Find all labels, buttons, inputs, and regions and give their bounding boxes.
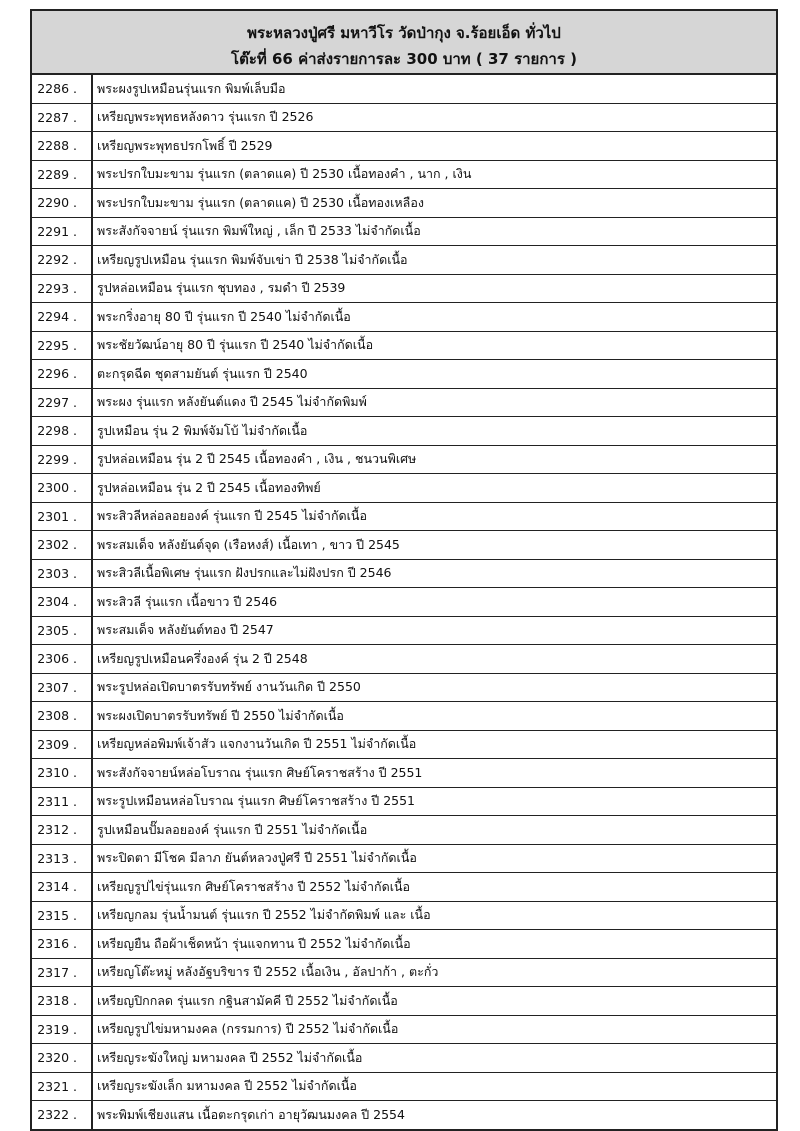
- catalog-sheet: [30, 9, 778, 1131]
- item-number: 2313 .: [32, 844, 92, 873]
- table-row: [32, 160, 776, 189]
- item-description: เหรียญกลม รุ่นน้ำมนต์ รุ่นแรก ปี 2552 ไม่จำกัดพิมพ์ และ เนื้อ: [92, 901, 776, 930]
- item-description: พระผงเปิดบาตรรับทรัพย์ ปี 2550 ไม่จำกัดเนื้อ: [92, 702, 776, 731]
- item-number: 2303 .: [32, 559, 92, 588]
- table-row: [32, 445, 776, 474]
- item-description: พระผง รุ่นแรก หลังยันต์แดง ปี 2545 ไม่จำกัดพิมพ์: [92, 388, 776, 417]
- item-number: 2307 .: [32, 673, 92, 702]
- item-number: 2294 .: [32, 303, 92, 332]
- table-row: [32, 417, 776, 446]
- item-description: พระชัยวัฒน์อายุ 80 ปี รุ่นแรก ปี 2540 ไม่จำกัดเนื้อ: [92, 331, 776, 360]
- table-row: [32, 331, 776, 360]
- item-number: 2309 .: [32, 730, 92, 759]
- item-number: 2317 .: [32, 958, 92, 987]
- item-number: 2295 .: [32, 331, 92, 360]
- item-description: รูปหล่อเหมือน รุ่น 2 ปี 2545 เนื้อทองทิพย์: [92, 474, 776, 503]
- item-description: รูปเหมือนปั๊มลอยองค์ รุ่นแรก ปี 2551 ไม่จำกัดเนื้อ: [92, 816, 776, 845]
- item-description: เหรียญยืน ถือผ้าเช็ดหน้า รุ่นแจกทาน ปี 2552 ไม่จำกัดเนื้อ: [92, 930, 776, 959]
- item-number: 2318 .: [32, 987, 92, 1016]
- item-description: พระสมเด็จ หลังยันต์จุด (เรือหงส์) เนื้อเทา , ขาว ปี 2545: [92, 531, 776, 560]
- item-description: พระกริ่งอายุ 80 ปี รุ่นแรก ปี 2540 ไม่จำกัดเนื้อ: [92, 303, 776, 332]
- item-number: 2302 .: [32, 531, 92, 560]
- table-row: [32, 502, 776, 531]
- table-row: [32, 474, 776, 503]
- item-number: 2306 .: [32, 645, 92, 674]
- item-number: 2300 .: [32, 474, 92, 503]
- item-description: เหรียญรูปเหมือนครึ่งองค์ รุ่น 2 ปี 2548: [92, 645, 776, 674]
- table-row: [32, 958, 776, 987]
- table-row: [32, 388, 776, 417]
- table-row: [32, 531, 776, 560]
- table-row: [32, 559, 776, 588]
- item-description: พระสิวลี รุ่นแรก เนื้อขาว ปี 2546: [92, 588, 776, 617]
- table-row: [32, 730, 776, 759]
- table-row: [32, 217, 776, 246]
- table-row: [32, 673, 776, 702]
- item-number: 2316 .: [32, 930, 92, 959]
- table-row: [32, 132, 776, 161]
- table-row: [32, 930, 776, 959]
- item-description: พระสมเด็จ หลังยันต์ทอง ปี 2547: [92, 616, 776, 645]
- item-number: 2288 .: [32, 132, 92, 161]
- item-number: 2311 .: [32, 787, 92, 816]
- item-description: พระสังกัจจายน์ รุ่นแรก พิมพ์ใหญ่ , เล็ก ปี 2533 ไม่จำกัดเนื้อ: [92, 217, 776, 246]
- item-description: เหรียญโต๊ะหมู่ หลังอัฐบริขาร ปี 2552 เนื้อเงิน , อัลปาก้า , ตะกั่ว: [92, 958, 776, 987]
- table-row: [32, 303, 776, 332]
- table-row: [32, 645, 776, 674]
- item-description: พระปรกใบมะขาม รุ่นแรก (ตลาดแค) ปี 2530 เนื้อทองคำ , นาก , เงิน: [92, 160, 776, 189]
- item-number: 2289 .: [32, 160, 92, 189]
- page-subtitle: โต๊ะที่ 66 ค่าส่งรายการละ 300 บาท ( 37 รายการ ): [231, 50, 577, 68]
- table-row: [32, 1015, 776, 1044]
- table-row: [32, 1044, 776, 1073]
- item-description: พระรูปหล่อเปิดบาตรรับทรัพย์ งานวันเกิด ปี 2550: [92, 673, 776, 702]
- catalog-header: [32, 11, 776, 75]
- table-row: [32, 616, 776, 645]
- item-description: เหรียญรูปไข่รุ่นแรก ศิษย์โคราชสร้าง ปี 2552 ไม่จำกัดเนื้อ: [92, 873, 776, 902]
- item-description: พระรูปเหมือนหล่อโบราณ รุ่นแรก ศิษย์โคราชสร้าง ปี 2551: [92, 787, 776, 816]
- item-number: 2290 .: [32, 189, 92, 218]
- item-description: รูปหล่อเหมือน รุ่นแรก ชุบทอง , รมดำ ปี 2539: [92, 274, 776, 303]
- item-number: 2291 .: [32, 217, 92, 246]
- item-description: รูปเหมือน รุ่น 2 พิมพ์จัมโบ้ ไม่จำกัดเนื้อ: [92, 417, 776, 446]
- item-description: พระปรกใบมะขาม รุ่นแรก (ตลาดแค) ปี 2530 เนื้อทองเหลือง: [92, 189, 776, 218]
- item-description: เหรียญระฆังเล็ก มหามงคล ปี 2552 ไม่จำกัดเนื้อ: [92, 1072, 776, 1101]
- item-number: 2304 .: [32, 588, 92, 617]
- item-description: พระสังกัจจายน์หล่อโบราณ รุ่นแรก ศิษย์โคราชสร้าง ปี 2551: [92, 759, 776, 788]
- item-description: พระสิวลีเนื้อพิเศษ รุ่นแรก ฝังปรกและไม่ฝังปรก ปี 2546: [92, 559, 776, 588]
- table-row: [32, 189, 776, 218]
- item-number: 2301 .: [32, 502, 92, 531]
- item-description: เหรียญรูปเหมือน รุ่นแรก พิมพ์จับเข่า ปี 2538 ไม่จำกัดเนื้อ: [92, 246, 776, 275]
- table-row: [32, 844, 776, 873]
- table-row: [32, 987, 776, 1016]
- table-row: [32, 1072, 776, 1101]
- item-number: 2299 .: [32, 445, 92, 474]
- table-row: [32, 360, 776, 389]
- table-row: [32, 759, 776, 788]
- table-row: [32, 103, 776, 132]
- item-description: พระผงรูปเหมือนรุ่นแรก พิมพ์เล็บมือ: [92, 75, 776, 103]
- table-row: [32, 816, 776, 845]
- item-description: เหรียญระฆังใหญ่ มหามงคล ปี 2552 ไม่จำกัดเนื้อ: [92, 1044, 776, 1073]
- table-row: [32, 75, 776, 103]
- item-description: เหรียญพระพุทธปรกโพธิ์ ปี 2529: [92, 132, 776, 161]
- page-title: พระหลวงปู่ศรี มหาวีโร วัดป่ากุง จ.ร้อยเอ็ด ทั่วไป: [247, 24, 561, 42]
- item-number: 2319 .: [32, 1015, 92, 1044]
- table-row: [32, 702, 776, 731]
- item-number: 2286 .: [32, 75, 92, 103]
- table-row: [32, 274, 776, 303]
- item-number: 2321 .: [32, 1072, 92, 1101]
- item-number: 2293 .: [32, 274, 92, 303]
- table-row: [32, 873, 776, 902]
- item-description: พระสิวลีหล่อลอยองค์ รุ่นแรก ปี 2545 ไม่จำกัดเนื้อ: [92, 502, 776, 531]
- item-number: 2298 .: [32, 417, 92, 446]
- item-description: รูปหล่อเหมือน รุ่น 2 ปี 2545 เนื้อทองคำ , เงิน , ชนวนพิเศษ: [92, 445, 776, 474]
- item-description: เหรียญหล่อพิมพ์เจ้าสัว แจกงานวันเกิด ปี 2551 ไม่จำกัดเนื้อ: [92, 730, 776, 759]
- item-number: 2320 .: [32, 1044, 92, 1073]
- item-description: พระพิมพ์เชียงแสน เนื้อตะกรุดเก่า อายุวัฒนมงคล ปี 2554: [97, 1106, 405, 1122]
- item-description: เหรียญพระพุทธหลังดาว รุ่นแรก ปี 2526: [92, 103, 776, 132]
- item-description: พระปิดตา มีโชค มีลาภ ยันต์หลวงปู่ศรี ปี 2551 ไม่จำกัดเนื้อ: [92, 844, 776, 873]
- item-number: 2296 .: [32, 360, 92, 389]
- item-number: 2297 .: [32, 388, 92, 417]
- item-number: 2310 .: [32, 759, 92, 788]
- item-number: 2305 .: [32, 616, 92, 645]
- item-number: 2312 .: [32, 816, 92, 845]
- item-description: เหรียญปิกกลด รุ่นแรก กฐินสามัคคี ปี 2552 ไม่จำกัดเนื้อ: [92, 987, 776, 1016]
- item-description: เหรียญรูปไข่มหามงคล (กรรมการ) ปี 2552 ไม่จำกัดเนื้อ: [92, 1015, 776, 1044]
- item-description: ตะกรุดฉีด ชุดสามยันต์ รุ่นแรก ปี 2540: [92, 360, 776, 389]
- items-table: [32, 75, 776, 1129]
- table-row: [32, 1101, 776, 1129]
- item-number: 2315 .: [32, 901, 92, 930]
- item-number: 2292 .: [32, 246, 92, 275]
- item-number: 2314 .: [32, 873, 92, 902]
- table-row: [32, 246, 776, 275]
- item-number: 2322 .: [32, 1101, 92, 1129]
- table-row: [32, 588, 776, 617]
- table-row: [32, 787, 776, 816]
- item-number: 2308 .: [32, 702, 92, 731]
- table-row: [32, 901, 776, 930]
- item-number: 2287 .: [32, 103, 92, 132]
